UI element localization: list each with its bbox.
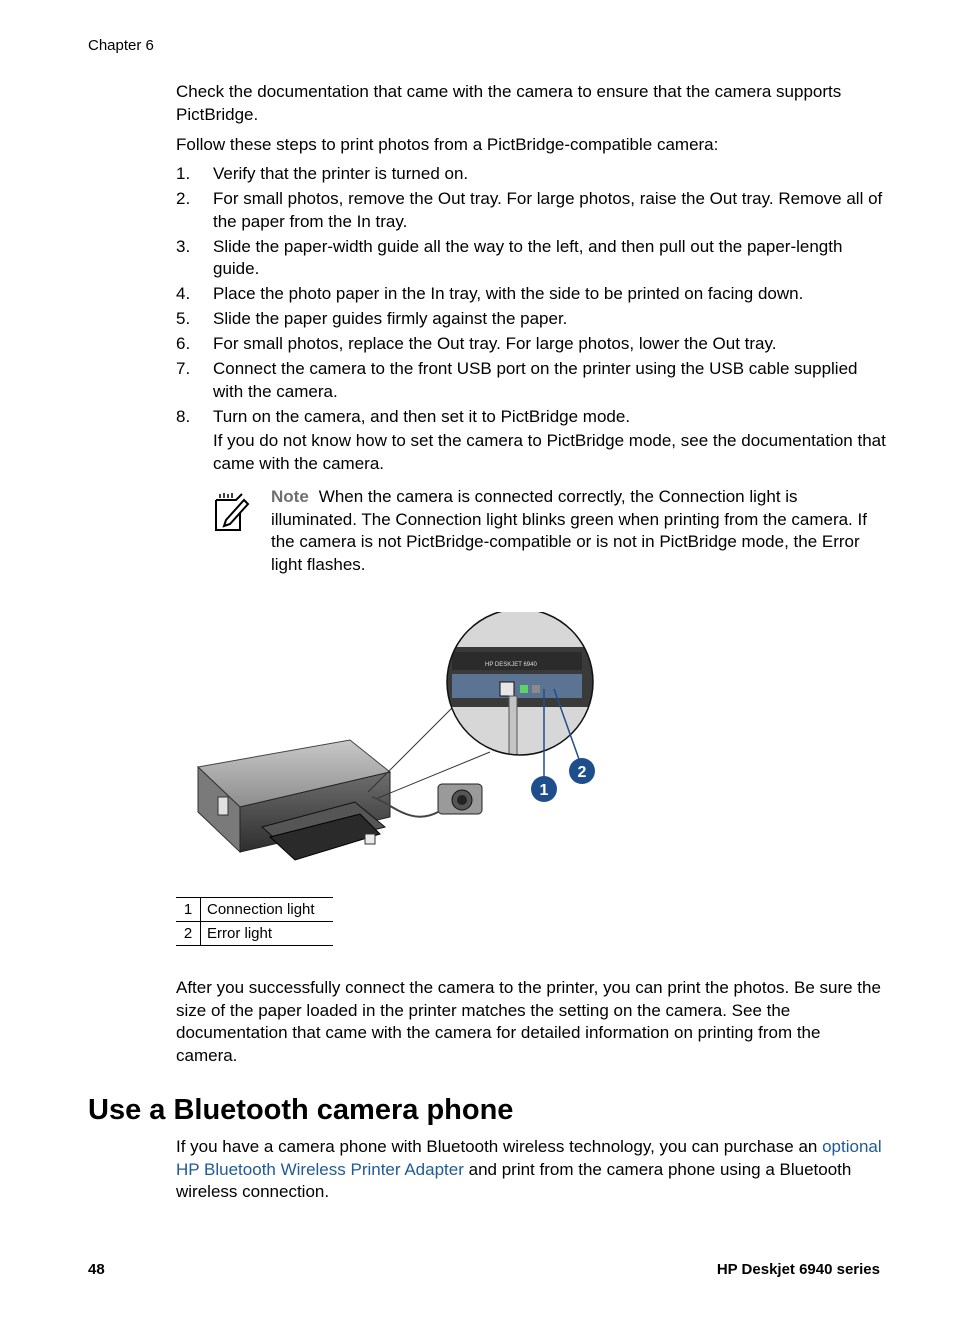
note-text: When the camera is connected correctly, the Connection light is illuminated. The Connection light blinks green when printing from the camera. If the camera is not PictBridge-compatible or is not in PictBridge mode, the Error light flashes. (271, 487, 867, 574)
note-label: Note (271, 487, 309, 506)
bluetooth-paragraph (176, 1136, 886, 1204)
table-row (176, 898, 333, 922)
panel-label: HP DESKJET 6940 (485, 662, 537, 668)
bluetooth-text-after: and print from the camera phone using a Bluetooth wireless connection. (176, 1159, 852, 1201)
intro-paragraph-2: Follow these steps to print photos from a PictBridge-compatible camera: (176, 135, 719, 154)
step-number: 4. (176, 284, 191, 303)
step-text: Slide the paper-width guide all the way to the left, and then pull out the paper-length guide. (213, 236, 843, 278)
step-item (176, 283, 886, 306)
note-block (271, 486, 871, 576)
step-item (176, 308, 886, 331)
step-text: Verify that the printer is turned on. (213, 164, 469, 183)
step-number: 6. (176, 334, 191, 353)
step-text: Place the photo paper in the In tray, with the side to be printed on facing down. (213, 284, 804, 303)
printer-illustration (190, 612, 610, 887)
step-item (176, 406, 886, 476)
step-item (176, 236, 886, 281)
step-number: 5. (176, 309, 191, 328)
intro-paragraph-1: Check the documentation that came with the camera to ensure that the camera supports PictBridge. (176, 82, 842, 124)
step-item (176, 358, 886, 403)
step-number: 3. (176, 236, 191, 256)
note-pencil-icon (212, 490, 250, 534)
step-text: Turn on the camera, and then set it to PictBridge mode. (213, 406, 631, 426)
step-number: 2. (176, 189, 191, 208)
after-connect-paragraph: After you successfully connect the camera to the printer, you can print the photos. Be sure the size of the paper loaded in the printer matches the setting on the camera. See the documentation that came with the camera for detailed information on printing from the camera. (176, 978, 881, 1065)
product-name: HP Deskjet 6940 series (716, 1261, 880, 1278)
bluetooth-text-before: If you have a camera phone with Bluetooth wireless technology, you can purchase an (176, 1137, 823, 1156)
step-item (176, 333, 886, 356)
callout-number: 1 (176, 898, 201, 922)
callout-label: Error light (201, 922, 334, 946)
bluetooth-adapter-link[interactable]: optional HP Bluetooth Wireless Printer Adapter (176, 1137, 882, 1179)
steps-list (176, 163, 886, 478)
table-row (176, 922, 333, 946)
chapter-header: Chapter 6 (88, 37, 154, 54)
callout-label: Connection light (201, 898, 334, 922)
callout-badge-2: 2 (577, 764, 587, 781)
callout-badge-1: 1 (539, 782, 549, 799)
step-subtext: If you do not know how to set the camera to PictBridge mode, see the documentation that came with the camera. (213, 431, 886, 473)
step-item (176, 188, 886, 233)
callout-number: 2 (176, 922, 201, 946)
step-text: For small photos, remove the Out tray. For large photos, raise the Out tray. Remove all of the paper from the In tray. (213, 189, 883, 231)
callout-table (176, 897, 333, 946)
page-number: 48 (88, 1261, 105, 1278)
step-number: 1. (176, 164, 191, 183)
step-text: For small photos, replace the Out tray. For large photos, lower the Out tray. (213, 334, 777, 353)
step-text: Slide the paper guides firmly against the paper. (213, 309, 568, 328)
section-heading: Use a Bluetooth camera phone (88, 1094, 514, 1126)
step-number: 7. (176, 359, 191, 378)
step-number: 8. (176, 406, 191, 426)
step-text: Connect the camera to the front USB port on the printer using the USB cable supplied with the camera. (213, 359, 858, 401)
step-item (176, 163, 886, 186)
